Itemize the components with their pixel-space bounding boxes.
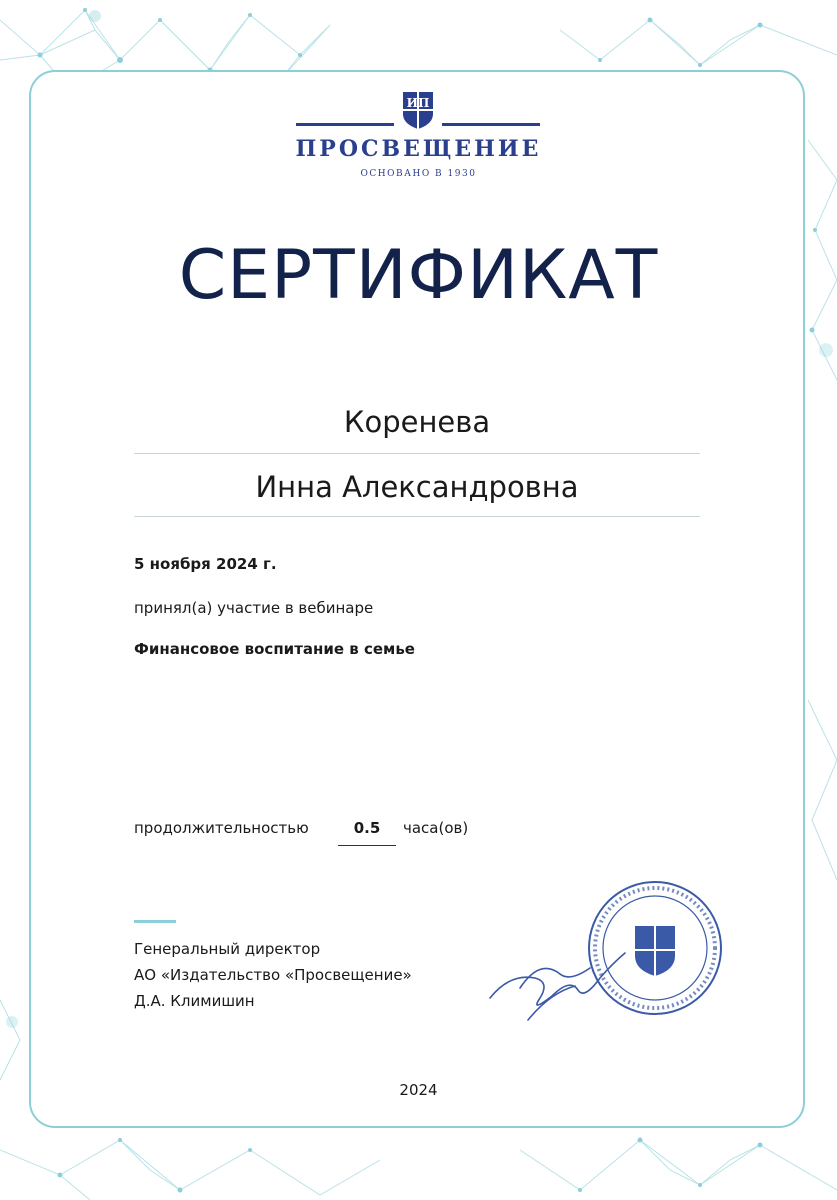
signatory-position: Генеральный директор [134,940,321,958]
logo-wordmark: ПРОСВЕЩЕНИЕ [295,136,542,162]
webinar-title: Финансовое воспитание в семье [134,640,415,658]
prosveshchenie-logo-icon [401,90,435,130]
surname-underline [134,453,700,454]
certificate-title: СЕРТИФИКАТ [178,236,659,315]
logo-tagline: ОСНОВАНО В 1930 [360,169,477,179]
official-seal-icon [589,882,721,1014]
logo-mark-text: ИП [406,96,430,110]
given-names-underline [134,516,700,517]
official-stamp-and-signature [480,878,740,1038]
certificate-year: 2024 [399,1081,438,1099]
recipient-given-names: Инна Александровна [255,470,579,504]
duration-underline [338,845,396,846]
logo-rule-right [442,123,540,126]
duration-prefix: продолжительностью [134,819,309,837]
logo-rule-left [296,123,394,126]
recipient-surname: Коренева [343,405,491,439]
signatory-organization: АО «Издательство «Просвещение» [134,966,412,984]
event-date: 5 ноября 2024 г. [134,555,277,573]
participation-text: принял(а) участие в вебинаре [134,599,374,617]
signatory-accent-bar [134,920,176,923]
duration-value: 0.5 [353,819,381,837]
duration-suffix: часа(ов) [403,819,469,837]
signatory-name: Д.А. Климишин [134,992,255,1010]
